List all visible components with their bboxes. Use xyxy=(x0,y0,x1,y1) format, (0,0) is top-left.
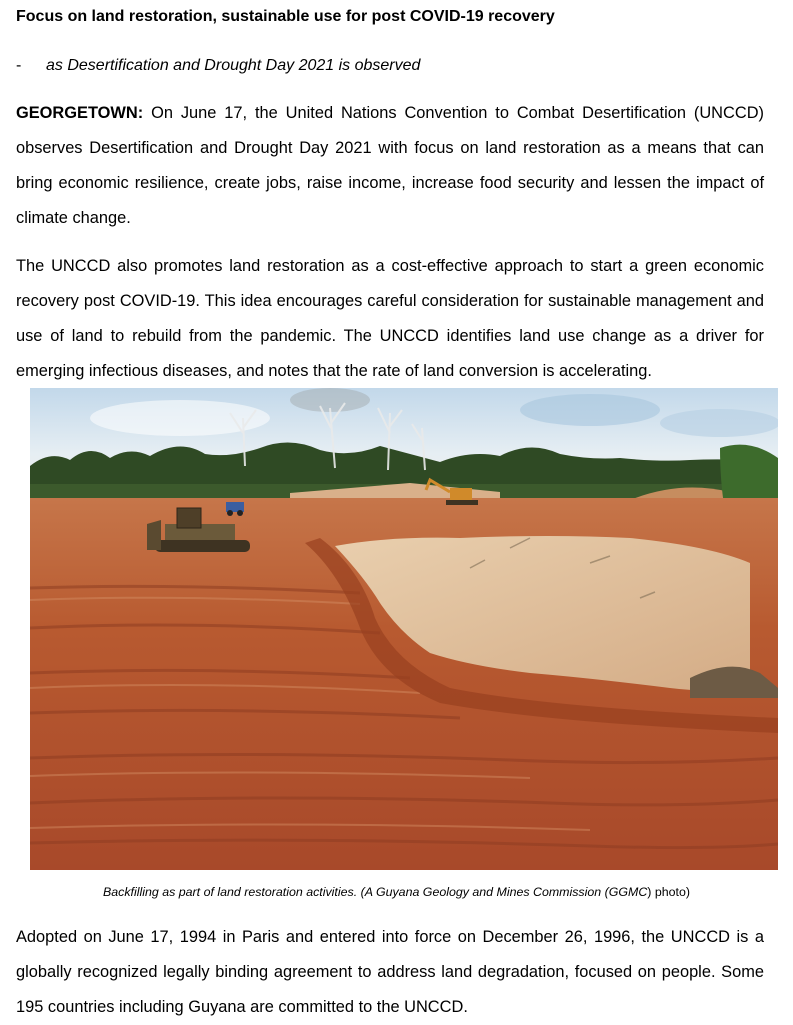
land-restoration-photo xyxy=(30,388,778,870)
paragraph-intro-text: On June 17, the United Nations Convention to Combat Desertification (UNCCD) observes Desertification and Drought Day 2021 with focus on land restoration as a means that can bring economic resilience, create jobs, raise income, increase food security and lessen the impact of climate change. xyxy=(16,104,764,227)
subtitle-text: as Desertification and Drought Day 2021 is observed xyxy=(46,57,421,74)
paragraph-intro xyxy=(16,96,764,236)
subtitle-dash: - xyxy=(16,57,22,74)
paragraph-adoption-text: Adopted on June 17, 1994 in Paris and entered into force on December 26, 1996, the UNCCD is a globally recognized legally binding agreement to address land degradation, focused on people. Some 195 countries including Guyana are committed to the UNCCD. xyxy=(16,928,764,1016)
caption-plain: ) photo) xyxy=(647,885,690,899)
article-title: Focus on land restoration, sustainable use for post COVID-19 recovery xyxy=(16,8,555,25)
paragraph-adoption xyxy=(16,920,764,1025)
caption-italic: Backfilling as part of land restoration activities. (A Guyana Geology and Mines Commission (GGMC xyxy=(103,885,648,899)
paragraph-recovery-text: The UNCCD also promotes land restoration as a cost-effective approach to start a green economic recovery post COVID-19. This idea encourages careful consideration for sustainable management and use of land to rebuild from the pandemic. The UNCCD identifies land use change as a driver for emerging infectious diseases, and notes that the rate of land conversion is accelerating. xyxy=(16,257,764,380)
paragraph-recovery xyxy=(16,249,764,389)
photo-caption xyxy=(0,883,793,901)
dateline: GEORGETOWN: xyxy=(16,104,144,122)
article-subtitle xyxy=(16,55,776,77)
